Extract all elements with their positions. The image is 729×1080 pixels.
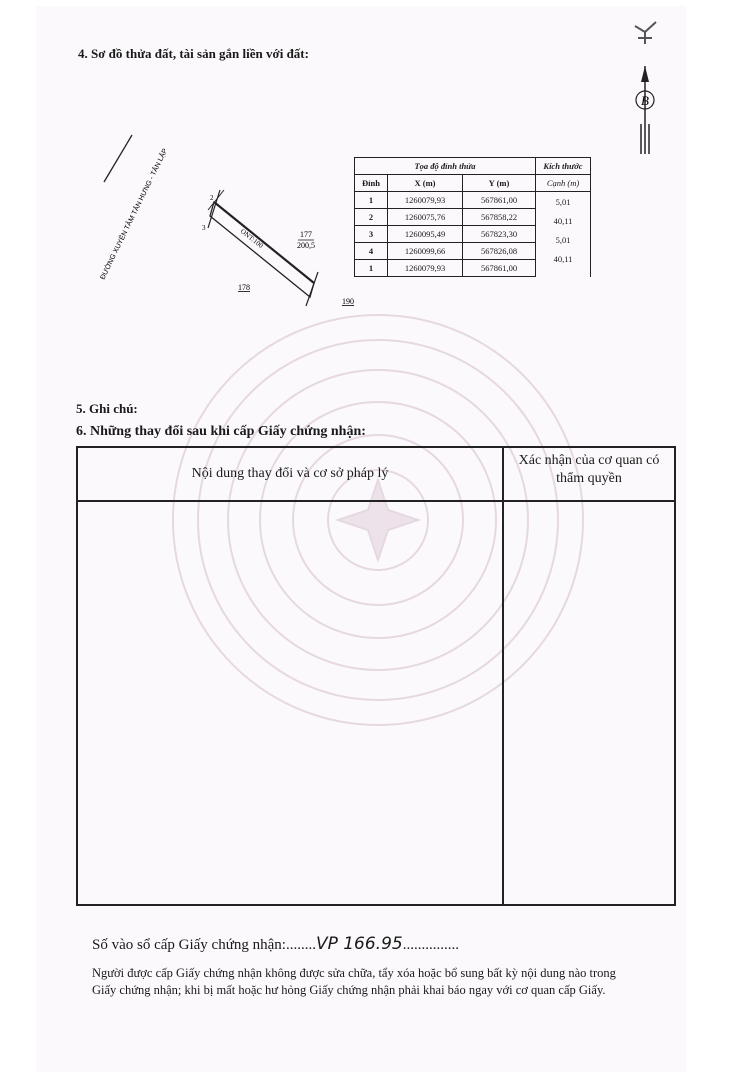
size-header: Kích thước <box>536 158 591 175</box>
col-vertex-header: Đỉnh <box>355 175 388 192</box>
authority-confirmation-header: Xác nhận của cơ quan có thẩm quyền <box>518 453 660 486</box>
vertex-3-label: 3 <box>202 224 206 232</box>
table-row: 1 1260079,93 567861,00 5,01 40,11 5,01 40,11 <box>355 192 591 209</box>
table-row: 2 1260075,76 567858,22 <box>355 209 591 226</box>
changes-content-header: Nội dung thay đổi và cơ sở pháp lý <box>191 466 389 481</box>
section-4-heading: 4. Sơ đồ thửa đất, tài sản gắn liền với đất: <box>78 46 309 61</box>
area-bottom-label: 200,5 <box>297 241 315 250</box>
table-row: 4 1260099,66 567826,08 <box>355 243 591 260</box>
registry-label: Số vào sổ cấp Giấy chứng nhận: <box>92 937 286 953</box>
table-row: 3 1260095,49 567823,30 <box>355 226 591 243</box>
neighbor-178-label: 178 <box>238 283 250 292</box>
coords-header: Tọa độ đỉnh thửa <box>355 158 536 175</box>
section-5-heading: 5. Ghi chú: <box>76 401 138 416</box>
edge-lengths: 5,01 40,11 5,01 40,11 <box>536 192 591 277</box>
neighbor-190-label: 190 <box>342 297 354 306</box>
col-y-header: Y (m) <box>463 175 536 192</box>
vertex-2-label: 2 <box>210 194 214 202</box>
parcel-sketch <box>90 120 370 320</box>
changes-table <box>76 446 676 906</box>
road-label: ĐƯỜNG XUYÊN TÂM TÂN HƯNG - TÂN LẬP <box>99 147 170 281</box>
parcel-label: ONT:100 <box>238 227 265 250</box>
certificate-note: Người được cấp Giấy chứng nhận không được sửa chữa, tẩy xóa hoặc bổ sung bất kỳ nội dung nào trong Giấy chứng nhận; khi bị mất hoặc hư hỏng Giấy chứng nhận phải khai báo ngay với cơ quan cấp Giấy. <box>92 966 616 997</box>
section-6-heading: 6. Những thay đổi sau khi cấp Giấy chứng nhận: <box>76 424 366 439</box>
area-top-label: 177 <box>300 230 312 239</box>
north-arrow-icon <box>628 14 662 160</box>
col-edge-header: Cạnh (m) <box>536 175 591 192</box>
registry-number-line: Số vào sổ cấp Giấy chứng nhận:........VP 166.95............... <box>92 934 459 954</box>
table-row: 1 1260079,93 567861,00 <box>355 260 591 277</box>
col-x-header: X (m) <box>388 175 463 192</box>
registry-number: VP 166.95 <box>315 934 403 954</box>
coordinates-table <box>354 157 591 277</box>
north-letter: B <box>641 93 649 108</box>
